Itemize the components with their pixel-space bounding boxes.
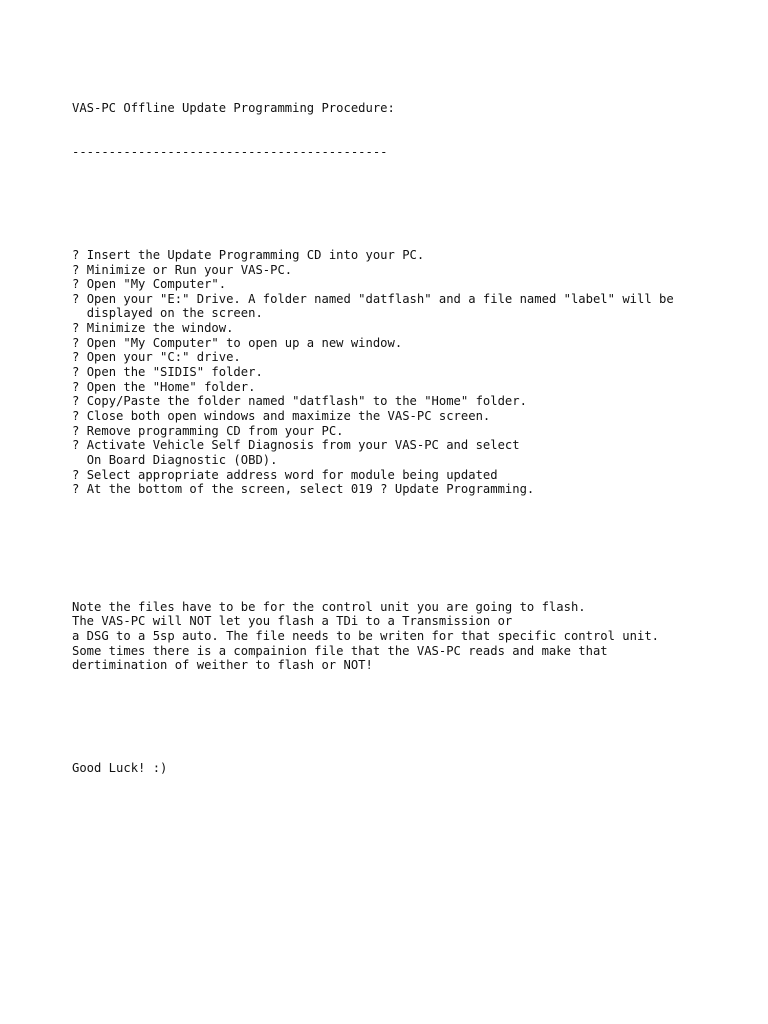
list-item — [72, 482, 752, 497]
list-item — [72, 248, 752, 263]
list-item-line — [72, 263, 752, 278]
note-line: a DSG to a 5sp auto. The file needs to be writen for that specific control unit. — [72, 628, 659, 643]
list-item-text: Open "My Computer" to open up a new window. — [86, 335, 403, 350]
list-item-text: Insert the Update Programming CD into your PC. — [86, 247, 425, 262]
list-item-line — [72, 380, 752, 395]
list-item-text: Open your "E:" Drive. A folder named "datflash" and a file named "label" will be — [86, 291, 674, 306]
title-underline: ------------------------------------------- — [72, 145, 388, 160]
list-marker: ? — [72, 321, 80, 336]
list-item — [72, 277, 752, 292]
blank-line — [72, 541, 752, 556]
list-item-line — [72, 482, 752, 497]
list-marker: ? — [72, 291, 80, 306]
list-marker: ? — [72, 379, 80, 394]
list-item-line — [72, 292, 752, 307]
list-item-line — [72, 350, 752, 365]
list-item-text: Copy/Paste the folder named "datflash" to the "Home" folder. — [86, 394, 527, 409]
list-item-line — [72, 438, 752, 453]
list-item-continuation: On Board Diagnostic (OBD). — [86, 453, 278, 468]
steps-list — [72, 248, 752, 497]
note-line: dertimination of weither to flash or NOT! — [72, 658, 373, 673]
list-item — [72, 409, 752, 424]
note-line: Some times there is a compainion file that the VAS-PC reads and make that — [72, 643, 608, 658]
list-item-text: Close both open windows and maximize the VAS-PC screen. — [86, 409, 491, 424]
list-item-line — [72, 394, 752, 409]
note-line: Note the files have to be for the control unit you are going to flash. — [72, 599, 586, 614]
blank-line — [72, 189, 752, 204]
document-body — [72, 72, 752, 790]
list-item — [72, 394, 752, 409]
list-item-text: Open the "Home" folder. — [86, 379, 256, 394]
list-item-text: Open your "C:" drive. — [86, 350, 241, 365]
list-item-line — [72, 248, 752, 263]
list-item-text: Minimize or Run your VAS-PC. — [86, 262, 293, 277]
list-item-continuation: displayed on the screen. — [86, 306, 263, 321]
note-line: The VAS-PC will NOT let you flash a TDi to a Transmission or — [72, 614, 513, 629]
list-marker: ? — [72, 409, 80, 424]
list-marker: ? — [72, 438, 80, 453]
list-item — [72, 263, 752, 278]
note-paragraph — [72, 600, 752, 673]
closing-line: Good Luck! :) — [72, 760, 168, 775]
list-item-text: Activate Vehicle Self Diagnosis from your VAS-PC and select — [86, 438, 520, 453]
list-marker: ? — [72, 277, 80, 292]
list-item-line — [72, 365, 752, 380]
list-marker: ? — [72, 482, 80, 497]
list-item-text: At the bottom of the screen, select 019 ? Update Programming. — [86, 482, 535, 497]
blank-line — [72, 717, 752, 732]
list-item-text: Select appropriate address word for module being updated — [86, 467, 498, 482]
list-item-text: Open the "SIDIS" folder. — [86, 365, 263, 380]
list-item — [72, 365, 752, 380]
list-item — [72, 380, 752, 395]
list-item-text: Remove programming CD from your PC. — [86, 423, 344, 438]
list-item — [72, 424, 752, 439]
list-item-line — [72, 468, 752, 483]
list-marker: ? — [72, 423, 80, 438]
list-marker: ? — [72, 262, 80, 277]
list-item — [72, 336, 752, 351]
list-item-line — [72, 336, 752, 351]
list-item-text: Minimize the window. — [86, 321, 234, 336]
list-marker: ? — [72, 350, 80, 365]
list-marker: ? — [72, 247, 80, 262]
list-item — [72, 321, 752, 336]
list-item-line — [72, 321, 752, 336]
list-item-line — [72, 277, 752, 292]
list-item — [72, 292, 752, 321]
document-title: VAS-PC Offline Update Programming Procedure: — [72, 101, 395, 116]
list-item — [72, 468, 752, 483]
list-marker: ? — [72, 365, 80, 380]
list-item — [72, 350, 752, 365]
list-item-text: Open "My Computer". — [86, 277, 227, 292]
list-item-line — [72, 424, 752, 439]
list-marker: ? — [72, 335, 80, 350]
list-marker: ? — [72, 467, 80, 482]
list-item-line — [72, 409, 752, 424]
list-item — [72, 438, 752, 467]
list-marker: ? — [72, 394, 80, 409]
